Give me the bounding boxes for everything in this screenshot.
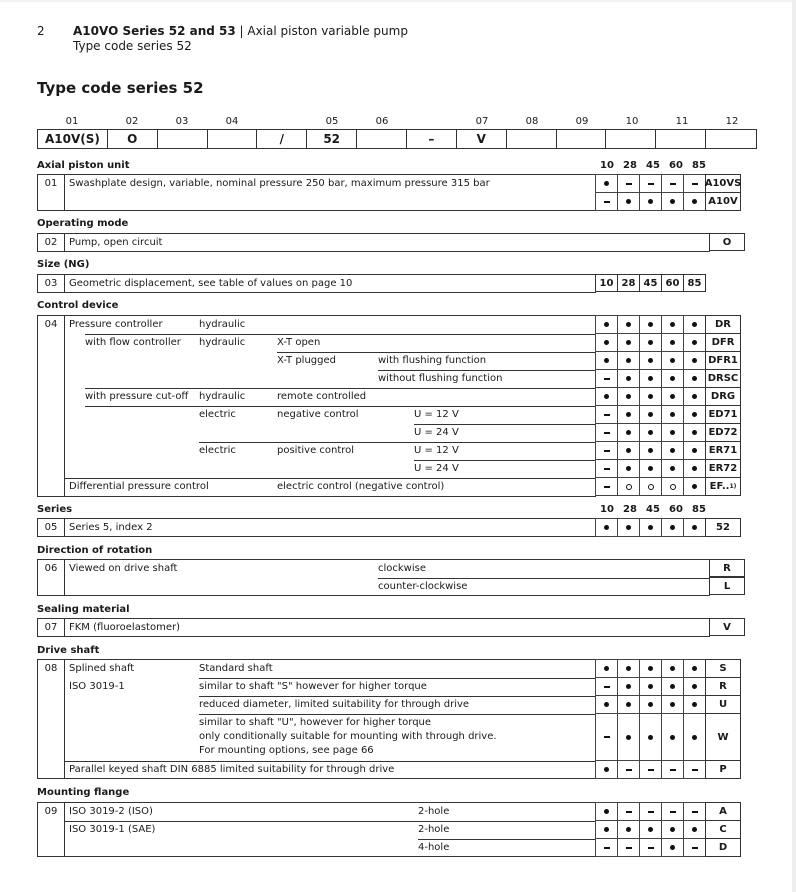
availability-dot-icon	[639, 441, 662, 460]
availability-dot-icon	[617, 713, 640, 761]
code-04: 04	[38, 316, 65, 496]
availability-dash-icon	[639, 174, 662, 193]
availability-dot-icon	[661, 677, 684, 696]
sealing-box	[37, 618, 710, 637]
order-code-s	[705, 659, 741, 678]
code-02: 02	[38, 234, 65, 251]
type-code-position-11: 09	[575, 116, 589, 127]
direction-code-l: L	[709, 577, 745, 595]
direction-description: Viewed on drive shaft	[69, 563, 178, 574]
order-code-text: A	[719, 806, 727, 817]
availability-dot-icon	[661, 369, 684, 388]
divider	[378, 370, 595, 371]
availability-dot-icon	[661, 387, 684, 406]
availability-dot-icon	[683, 405, 706, 424]
size-box	[37, 274, 596, 293]
type-code-cell-4	[208, 130, 258, 148]
section-title-direction: Direction of rotation	[37, 545, 153, 556]
order-code-text: A10VS	[704, 178, 742, 189]
availability-dot-icon	[639, 369, 662, 388]
availability-dot-icon	[683, 459, 706, 478]
availability-dash-icon	[683, 802, 706, 821]
order-code-dr	[705, 315, 741, 334]
shaft-p-text: Parallel keyed shaft DIN 6885 limited suitability for through drive	[69, 764, 395, 775]
availability-dot-icon	[595, 174, 618, 193]
availability-ring-icon	[639, 477, 662, 496]
label-u12-neg: U = 12 V	[414, 409, 459, 420]
availability-dash-icon	[617, 760, 640, 779]
label-remote-controlled: remote controlled	[277, 391, 367, 402]
divider	[85, 334, 595, 335]
type-code-cell-13	[656, 130, 706, 148]
availability-dot-icon	[639, 351, 662, 370]
order-code-er72	[705, 459, 741, 478]
availability-dot-icon	[595, 518, 618, 537]
order-code-r	[705, 677, 741, 696]
availability-dot-icon	[595, 820, 618, 839]
type-code-position-2: 02	[125, 116, 139, 127]
availability-dot-icon	[639, 695, 662, 714]
sealing-description: FKM (fluoroelastomer)	[69, 622, 180, 633]
type-code-cell-2: O	[108, 130, 158, 148]
availability-dot-icon	[683, 387, 706, 406]
type-code-cell-3	[158, 130, 208, 148]
availability-dash-icon	[595, 713, 618, 761]
page-number: 2	[37, 24, 45, 38]
availability-dot-icon	[661, 333, 684, 352]
type-code-cell-8: –	[407, 130, 457, 148]
availability-dot-icon	[683, 477, 706, 496]
size-header-10: 10	[600, 160, 614, 171]
code-06: 06	[38, 560, 65, 595]
availability-dash-icon	[639, 802, 662, 821]
type-code-position-9: 07	[475, 116, 489, 127]
order-code-text: P	[719, 764, 727, 775]
type-code-cell-9: V	[457, 130, 507, 148]
label-splined-shaft: Splined shaft	[69, 663, 135, 674]
availability-dot-icon	[661, 713, 684, 761]
availability-dash-icon	[595, 838, 618, 857]
label-hydraulic-3: hydraulic	[199, 391, 246, 402]
order-code-ef	[705, 477, 741, 496]
control-device-availability-grid	[596, 316, 741, 496]
availability-dot-icon	[639, 459, 662, 478]
availability-dash-icon	[639, 760, 662, 779]
order-code-text: 52	[716, 522, 730, 533]
availability-dot-icon	[617, 677, 640, 696]
divider	[65, 761, 595, 762]
series-availability-grid	[596, 519, 741, 537]
direction-code-r: R	[709, 559, 745, 577]
series-box	[37, 518, 596, 537]
order-code-text: R	[719, 681, 727, 692]
type-code-position-4: 04	[225, 116, 239, 127]
availability-dot-icon	[661, 695, 684, 714]
order-code-text: A10V	[708, 196, 738, 207]
divider	[199, 678, 595, 679]
code-05: 05	[38, 519, 65, 536]
flange-sae: ISO 3019-1 (SAE)	[69, 824, 156, 835]
drive-shaft-availability-grid	[596, 660, 741, 779]
axial-piston-unit-box	[37, 174, 596, 211]
type-code-position-3: 03	[175, 116, 189, 127]
availability-dot-icon	[639, 387, 662, 406]
availability-dash-icon	[617, 174, 640, 193]
label-without-flushing: without flushing function	[378, 373, 503, 384]
availability-dash-icon	[595, 369, 618, 388]
order-code-c	[705, 820, 741, 839]
availability-dot-icon	[639, 713, 662, 761]
label-pressure-controller: Pressure controller	[69, 319, 163, 330]
flange-sae-4hole: 4-hole	[418, 842, 450, 853]
size-value-10: 10	[595, 274, 618, 292]
availability-dash-icon	[661, 174, 684, 193]
section-title-mounting-flange: Mounting flange	[37, 787, 130, 798]
order-code-text: DFR	[711, 337, 735, 348]
order-code-a10v	[705, 192, 741, 211]
label-electric-1: electric	[199, 409, 236, 420]
shaft-w-text-1: similar to shaft "U", however for higher torque	[199, 717, 432, 728]
operating-mode-box	[37, 233, 710, 252]
order-code-w	[705, 713, 741, 761]
availability-dot-icon	[617, 820, 640, 839]
availability-dot-icon	[683, 518, 706, 537]
page-heading: Type code series 52	[37, 79, 204, 97]
direction-counter-clockwise: counter-clockwise	[378, 581, 468, 592]
size-value-28: 28	[617, 274, 640, 292]
order-code-text: DR	[714, 319, 731, 330]
label-with-flow-controller: with flow controller	[85, 337, 181, 348]
availability-dot-icon	[661, 838, 684, 857]
availability-dash-icon	[683, 760, 706, 779]
availability-dot-icon	[661, 459, 684, 478]
order-code-drsc	[705, 369, 741, 388]
availability-dot-icon	[661, 441, 684, 460]
order-code-52	[705, 518, 741, 537]
title-separator: |	[235, 24, 248, 38]
section-title-sealing: Sealing material	[37, 604, 130, 615]
availability-dot-icon	[683, 820, 706, 839]
order-code-ed71	[705, 405, 741, 424]
type-code-position-6: 05	[325, 116, 339, 127]
order-code-text: S	[719, 663, 727, 674]
availability-dot-icon	[617, 518, 640, 537]
order-code-text: ED72	[708, 427, 738, 438]
title-bold: A10VO Series 52 and 53	[73, 24, 236, 38]
order-code-dfr	[705, 333, 741, 352]
availability-dash-icon	[617, 802, 640, 821]
availability-dash-icon	[595, 677, 618, 696]
label-xt-open: X-T open	[277, 337, 321, 348]
availability-dot-icon	[639, 405, 662, 424]
availability-dot-icon	[683, 423, 706, 442]
availability-dash-icon	[683, 174, 706, 193]
size-header-85: 85	[692, 160, 706, 171]
availability-dash-icon	[595, 423, 618, 442]
availability-dot-icon	[617, 351, 640, 370]
page-top-edge	[0, 0, 796, 2]
type-code-cell-10	[507, 130, 557, 148]
divider	[199, 714, 595, 715]
divider	[199, 442, 595, 443]
availability-dot-icon	[617, 192, 640, 211]
label-electric-negative: electric control (negative control)	[277, 481, 445, 492]
mounting-flange-box	[37, 802, 596, 857]
availability-dot-icon	[595, 802, 618, 821]
operating-mode-description: Pump, open circuit	[69, 237, 163, 248]
label-u24-pos: U = 24 V	[414, 463, 459, 474]
order-code-d	[705, 838, 741, 857]
order-code-text: EF..	[709, 481, 730, 492]
availability-dot-icon	[683, 677, 706, 696]
flange-iso: ISO 3019-2 (ISO)	[69, 806, 153, 817]
availability-dash-icon	[661, 802, 684, 821]
availability-dash-icon	[661, 760, 684, 779]
availability-ring-icon	[617, 477, 640, 496]
label-hydraulic-2: hydraulic	[199, 337, 246, 348]
order-code-dfr1	[705, 351, 741, 370]
size-values	[596, 275, 706, 292]
type-code-cell-5: /	[257, 130, 307, 148]
availability-dash-icon	[595, 441, 618, 460]
availability-dot-icon	[595, 333, 618, 352]
availability-dot-icon	[683, 441, 706, 460]
availability-dot-icon	[617, 695, 640, 714]
divider	[85, 406, 595, 407]
order-code-a	[705, 802, 741, 821]
section-title-series: Series	[37, 504, 73, 515]
availability-dot-icon	[639, 659, 662, 678]
order-code-text: C	[719, 824, 727, 835]
order-code-p	[705, 760, 741, 779]
order-code-text: DFR1	[708, 355, 738, 366]
label-differential: Differential pressure control	[69, 481, 209, 492]
availability-dot-icon	[617, 423, 640, 442]
availability-dot-icon	[639, 820, 662, 839]
section-title-control-device: Control device	[37, 300, 119, 311]
mounting-flange-availability-grid	[596, 803, 741, 857]
label-iso-3019-1: ISO 3019-1	[69, 681, 125, 692]
availability-dot-icon	[617, 659, 640, 678]
size-header-45: 45	[646, 504, 660, 515]
availability-dot-icon	[661, 315, 684, 334]
code-07: 07	[38, 619, 65, 636]
order-code-text: W	[717, 731, 729, 743]
label-negative-control: negative control	[277, 409, 359, 420]
axial-piston-availability-grid	[596, 175, 741, 211]
section-title-axial-piston-unit: Axial piston unit	[37, 160, 130, 171]
availability-dot-icon	[683, 315, 706, 334]
order-code-a10vs	[705, 174, 741, 193]
size-header-60: 60	[669, 160, 683, 171]
label-u12-pos: U = 12 V	[414, 445, 459, 456]
availability-dot-icon	[617, 333, 640, 352]
availability-dot-icon	[683, 192, 706, 211]
size-header-28: 28	[623, 504, 637, 515]
label-hydraulic-1: hydraulic	[199, 319, 246, 330]
availability-dot-icon	[617, 441, 640, 460]
availability-dot-icon	[683, 333, 706, 352]
availability-dot-icon	[661, 518, 684, 537]
code-08: 08	[38, 660, 65, 778]
document-title	[73, 24, 408, 38]
availability-dot-icon	[639, 677, 662, 696]
order-code-text: DRG	[710, 391, 736, 402]
order-code-text: DRSC	[707, 373, 739, 384]
availability-dot-icon	[661, 405, 684, 424]
shaft-w-text-3: For mounting options, see page 66	[199, 745, 374, 756]
divider	[378, 578, 709, 579]
availability-dot-icon	[661, 659, 684, 678]
divider	[85, 388, 595, 389]
availability-dot-icon	[661, 192, 684, 211]
availability-dot-icon	[617, 387, 640, 406]
code-03: 03	[38, 275, 65, 292]
control-device-box	[37, 315, 596, 497]
size-header-28: 28	[623, 160, 637, 171]
order-code-drg	[705, 387, 741, 406]
divider	[65, 821, 595, 822]
availability-ring-icon	[661, 477, 684, 496]
axial-piston-description: Swashplate design, variable, nominal pressure 250 bar, maximum pressure 315 bar	[69, 178, 490, 189]
availability-dot-icon	[683, 369, 706, 388]
availability-dot-icon	[617, 369, 640, 388]
type-code-position-1: 01	[65, 116, 79, 127]
size-header-85: 85	[692, 504, 706, 515]
series-description: Series 5, index 2	[69, 522, 153, 533]
size-header-45: 45	[646, 160, 660, 171]
page-right-edge	[792, 0, 796, 892]
divider	[418, 839, 595, 840]
type-code-cell-12	[606, 130, 656, 148]
size-header-60: 60	[669, 504, 683, 515]
flange-sae-2hole: 2-hole	[418, 824, 450, 835]
type-code-cell-1: A10V(S)	[38, 130, 108, 148]
size-value-60: 60	[661, 274, 684, 292]
document-subtitle: Type code series 52	[73, 39, 192, 53]
label-electric-2: electric	[199, 445, 236, 456]
availability-dot-icon	[683, 713, 706, 761]
availability-dot-icon	[595, 695, 618, 714]
label-with-flushing: with flushing function	[378, 355, 487, 366]
availability-dot-icon	[683, 695, 706, 714]
availability-dot-icon	[639, 333, 662, 352]
section-title-operating-mode: Operating mode	[37, 218, 129, 229]
availability-dot-icon	[595, 351, 618, 370]
operating-mode-code: O	[709, 233, 745, 251]
size-value-45: 45	[639, 274, 662, 292]
availability-dot-icon	[595, 315, 618, 334]
availability-dot-icon	[661, 351, 684, 370]
label-positive-control: positive control	[277, 445, 355, 456]
title-rest: Axial piston variable pump	[247, 24, 408, 38]
order-code-er71	[705, 441, 741, 460]
availability-dot-icon	[683, 351, 706, 370]
availability-dot-icon	[639, 315, 662, 334]
type-code-position-12: 10	[625, 116, 639, 127]
label-xt-plugged: X-T plugged	[277, 355, 336, 366]
order-code-text: ER72	[708, 463, 738, 474]
order-code-u	[705, 695, 741, 714]
shaft-s-text: Standard shaft	[199, 663, 273, 674]
flange-iso-holes: 2-hole	[418, 806, 450, 817]
availability-dot-icon	[639, 518, 662, 537]
availability-dot-icon	[595, 387, 618, 406]
code-09: 09	[38, 803, 65, 856]
type-code-position-7: 06	[375, 116, 389, 127]
availability-dash-icon	[595, 405, 618, 424]
divider	[199, 696, 595, 697]
order-code-text: D	[718, 842, 728, 853]
section-title-drive-shaft: Drive shaft	[37, 645, 100, 656]
availability-dot-icon	[595, 659, 618, 678]
order-code-text: ED71	[708, 409, 738, 420]
size-description: Geometric displacement, see table of values on page 10	[69, 278, 353, 289]
divider	[65, 478, 595, 479]
label-u24-neg: U = 24 V	[414, 427, 459, 438]
shaft-r-text: similar to shaft "S" however for higher torque	[199, 681, 427, 692]
availability-dash-icon	[639, 838, 662, 857]
drive-shaft-box	[37, 659, 596, 779]
availability-dot-icon	[617, 315, 640, 334]
type-code-cell-7	[357, 130, 407, 148]
availability-dash-icon	[595, 192, 618, 211]
availability-dash-icon	[683, 838, 706, 857]
availability-dot-icon	[661, 423, 684, 442]
code-01: 01	[38, 175, 65, 210]
type-code-position-14: 12	[725, 116, 739, 127]
type-code-position-10: 08	[525, 116, 539, 127]
order-code-text: U	[718, 699, 728, 710]
availability-dot-icon	[617, 405, 640, 424]
footnote-marker: 1)	[729, 483, 737, 490]
type-code-strip	[37, 129, 757, 149]
order-code-ed72	[705, 423, 741, 442]
availability-dot-icon	[639, 423, 662, 442]
label-with-pressure-cutoff: with pressure cut-off	[85, 391, 189, 402]
divider	[414, 460, 595, 461]
type-code-position-13: 11	[675, 116, 689, 127]
type-code-cell-14	[706, 130, 756, 148]
availability-dash-icon	[595, 477, 618, 496]
divider	[414, 424, 595, 425]
availability-dash-icon	[617, 838, 640, 857]
divider	[277, 352, 595, 353]
availability-dot-icon	[595, 760, 618, 779]
order-code-text: ER71	[708, 445, 738, 456]
direction-clockwise: clockwise	[378, 563, 427, 574]
type-code-cell-6: 52	[307, 130, 357, 148]
availability-dot-icon	[661, 820, 684, 839]
size-value-85: 85	[683, 274, 706, 292]
availability-dash-icon	[595, 459, 618, 478]
shaft-w-text-2: only conditionally suitable for mounting with through drive.	[199, 731, 497, 742]
sealing-code: V	[709, 618, 745, 636]
shaft-u-text: reduced diameter, limited suitability for through drive	[199, 699, 470, 710]
section-title-size: Size (NG)	[37, 259, 90, 270]
size-header-10: 10	[600, 504, 614, 515]
direction-box	[37, 559, 710, 596]
availability-dot-icon	[683, 659, 706, 678]
availability-dot-icon	[639, 192, 662, 211]
type-code-cell-11	[557, 130, 607, 148]
availability-dot-icon	[617, 459, 640, 478]
